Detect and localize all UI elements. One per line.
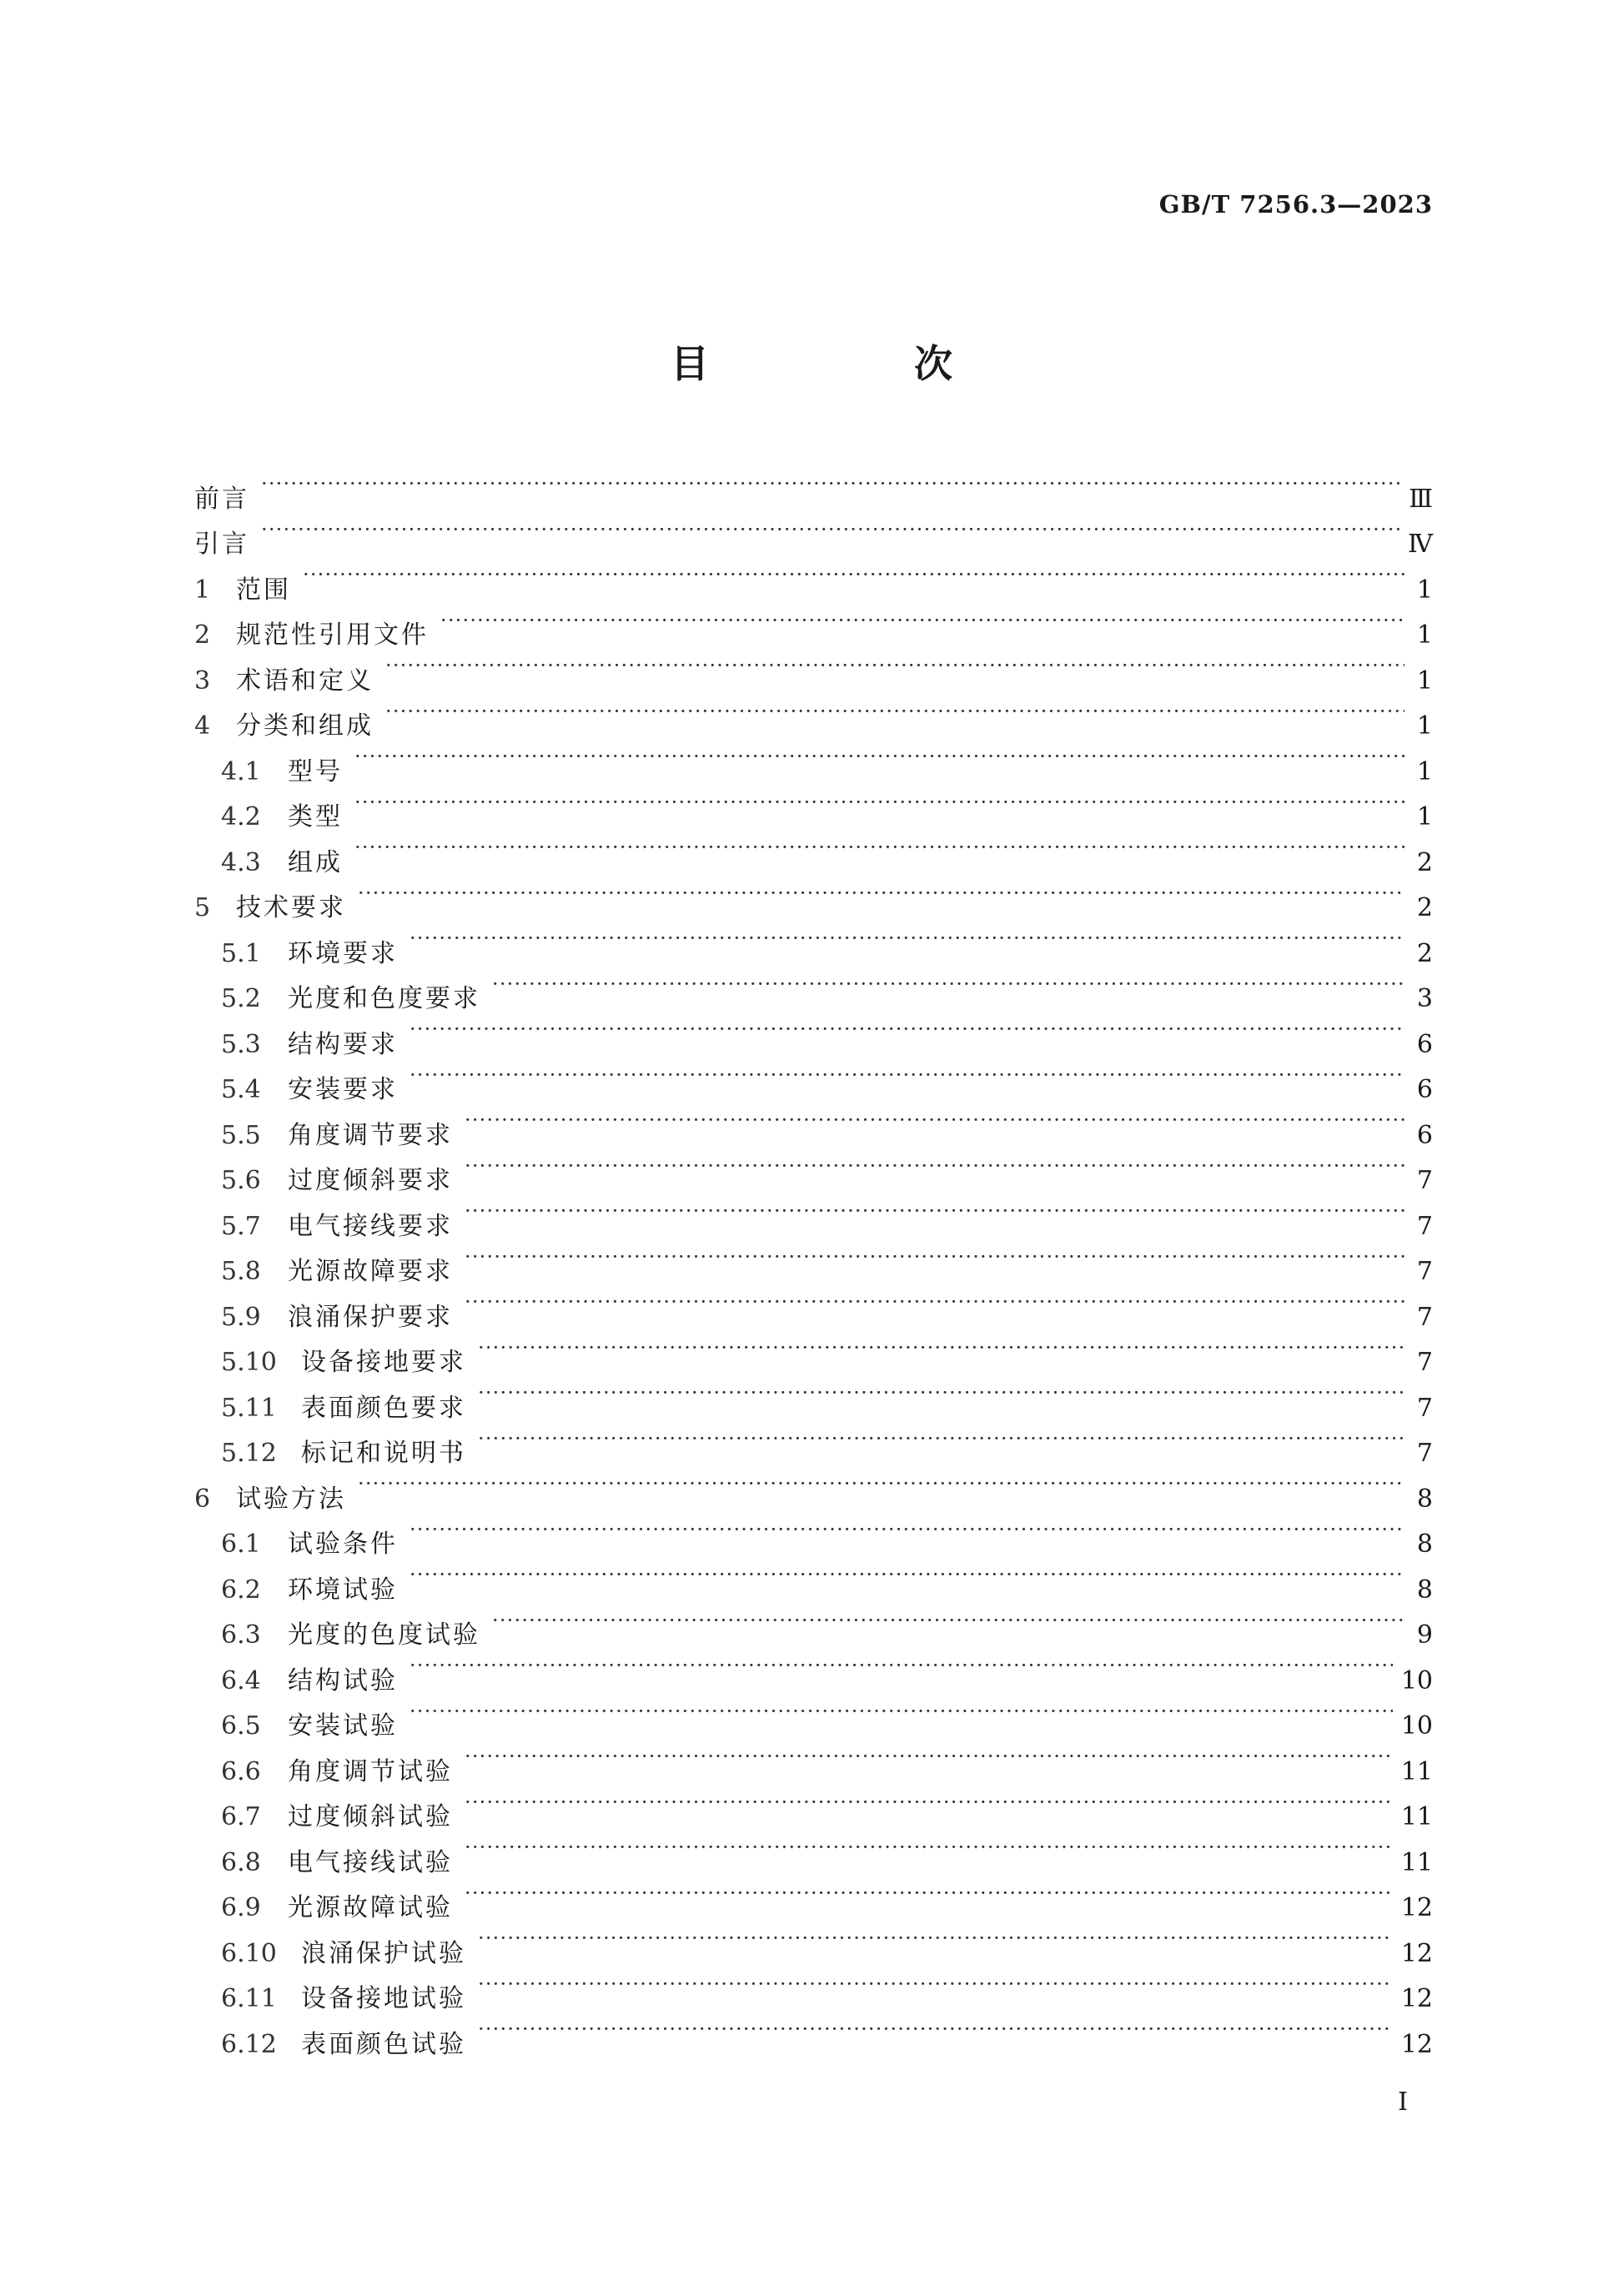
- toc-entry-number: 6.8: [221, 1847, 261, 1877]
- toc-entry-title: 表面颜色试验: [301, 2029, 466, 2059]
- toc-entry-title: 结构试验: [288, 1665, 398, 1696]
- dot-leader: [478, 1416, 1404, 1462]
- toc-entry-title: 过度倾斜要求: [288, 1166, 453, 1195]
- toc-entry-number: 5.4: [221, 1075, 261, 1104]
- toc-entry-title: 浪涌保护要求: [288, 1302, 453, 1332]
- toc-entry-title: 安装要求: [288, 1075, 398, 1104]
- toc-entry-title: 试验条件: [288, 1530, 398, 1559]
- toc-entry-page: 7: [1416, 1166, 1433, 1195]
- toc-entry-page: 1: [1416, 711, 1433, 741]
- dot-leader: [410, 1643, 1393, 1689]
- toc-entry-title: 前言: [194, 484, 249, 514]
- dot-leader: [358, 1461, 1404, 1507]
- toc-entry-page: 12: [1400, 1893, 1433, 1922]
- dot-leader: [478, 2007, 1393, 2052]
- toc-entry[interactable]: [194, 916, 1433, 968]
- dot-leader: [465, 1871, 1393, 1917]
- toc-entry-title: 光度的色度试验: [288, 1620, 480, 1650]
- toc-entry-page: 7: [1416, 1257, 1433, 1286]
- toc-entry-page: 3: [1416, 984, 1433, 1013]
- toc-entry-title: 角度调节试验: [288, 1756, 453, 1786]
- toc-entry-page: 1: [1416, 575, 1433, 605]
- toc-entry-title: 过度倾斜试验: [288, 1802, 453, 1831]
- toc-entry-number: 5.9: [221, 1302, 261, 1332]
- dot-leader: [478, 1370, 1404, 1416]
- dot-leader: [410, 1007, 1404, 1053]
- toc-entry[interactable]: [194, 507, 1433, 559]
- table-of-contents: [194, 461, 1433, 2059]
- toc-entry-page: 8: [1416, 1575, 1433, 1605]
- toc-entry-page: 1: [1416, 756, 1433, 786]
- toc-entry-number: 6.9: [221, 1893, 261, 1922]
- toc-entry-page: 6: [1416, 1029, 1433, 1059]
- page-number: I: [1398, 2088, 1408, 2117]
- toc-entry-number: 5.11: [221, 1393, 277, 1423]
- toc-entry-number: 4.1: [221, 756, 261, 786]
- dot-leader: [261, 461, 1400, 507]
- dot-leader: [465, 1734, 1393, 1780]
- toc-entry-number: 5.5: [221, 1120, 261, 1150]
- toc-entry-title: 标记和说明书: [301, 1439, 466, 1468]
- toc-entry-title: 术语和定义: [236, 666, 374, 696]
- dot-leader: [478, 1916, 1393, 1962]
- toc-entry-number: 5.10: [221, 1348, 277, 1377]
- toc-entry-page: 6: [1416, 1075, 1433, 1104]
- toc-entry[interactable]: [194, 780, 1433, 831]
- toc-entry-title: 表面颜色要求: [301, 1393, 466, 1423]
- toc-entry-page: 10: [1400, 1665, 1433, 1696]
- toc-entry-number: 6.6: [221, 1756, 261, 1786]
- toc-entry-page: 2: [1416, 893, 1433, 922]
- dot-leader: [303, 552, 1404, 598]
- toc-entry-page: 12: [1400, 2029, 1433, 2059]
- toc-entry-number: 6.11: [221, 1984, 277, 2013]
- toc-entry-number: 6.3: [221, 1620, 261, 1650]
- dot-leader: [465, 1143, 1404, 1189]
- toc-entry-page: 1: [1416, 666, 1433, 696]
- toc-entry-page: 1: [1416, 620, 1433, 650]
- toc-entry-page: 8: [1416, 1530, 1433, 1559]
- toc-entry-number: 5.3: [221, 1029, 261, 1059]
- toc-entry[interactable]: [194, 1507, 1433, 1559]
- toc-entry-number: 5.6: [221, 1166, 261, 1195]
- toc-entry-title: 范围: [236, 575, 291, 605]
- toc-entry[interactable]: [194, 1461, 1433, 1514]
- dot-leader: [478, 1325, 1404, 1371]
- toc-entry[interactable]: [194, 552, 1433, 605]
- dot-leader: [410, 1507, 1404, 1553]
- toc-entry-number: 5.8: [221, 1257, 261, 1286]
- toc-entry-number: 6.10: [221, 1938, 277, 1968]
- toc-entry-page: 10: [1400, 1711, 1433, 1741]
- toc-entry[interactable]: [194, 825, 1433, 877]
- toc-entry-page: 7: [1416, 1211, 1433, 1241]
- dot-leader: [492, 962, 1404, 1007]
- toc-entry-title: 技术要求: [236, 893, 346, 922]
- toc-entry-title: 试验方法: [236, 1484, 346, 1514]
- toc-entry-title: 角度调节要求: [288, 1120, 453, 1150]
- toc-entry-title: 安装试验: [288, 1711, 398, 1741]
- dot-leader: [465, 1098, 1404, 1143]
- toc-entry-number: 1: [194, 575, 211, 605]
- dot-leader: [410, 1552, 1404, 1598]
- toc-entry-number: 6.12: [221, 2029, 277, 2059]
- toc-entry-page: 7: [1416, 1439, 1433, 1468]
- toc-entry[interactable]: [194, 461, 1433, 514]
- toc-entry-number: 5.2: [221, 984, 261, 1013]
- toc-entry[interactable]: [194, 871, 1433, 922]
- toc-entry-page: 12: [1400, 1984, 1433, 2013]
- toc-entry-title: 电气接线要求: [288, 1211, 453, 1241]
- toc-entry-number: 5.7: [221, 1211, 261, 1241]
- toc-entry[interactable]: [194, 734, 1433, 786]
- toc-entry-number: 2: [194, 620, 211, 650]
- toc-entry-title: 型号: [288, 756, 343, 786]
- toc-entry-number: 5.1: [221, 938, 261, 968]
- dot-leader: [465, 1780, 1393, 1826]
- toc-entry-page: 9: [1416, 1620, 1433, 1650]
- toc-entry-page: 12: [1400, 1938, 1433, 1968]
- toc-entry-page: Ⅳ: [1408, 530, 1433, 559]
- toc-entry-title: 光源故障试验: [288, 1893, 453, 1922]
- dot-leader: [465, 1825, 1393, 1871]
- dot-leader: [385, 643, 1404, 689]
- toc-entry-number: 6.5: [221, 1711, 261, 1741]
- dot-leader: [440, 598, 1404, 644]
- toc-title: 目 次: [671, 341, 1036, 386]
- dot-leader: [354, 780, 1404, 826]
- toc-entry-page: Ⅲ: [1409, 484, 1433, 514]
- toc-entry-page: 2: [1416, 938, 1433, 968]
- dot-leader: [354, 825, 1404, 871]
- toc-entry-page: 1: [1416, 802, 1433, 831]
- toc-entry-title: 分类和组成: [236, 711, 374, 741]
- dot-leader: [465, 1188, 1404, 1234]
- toc-entry-title: 规范性引用文件: [236, 620, 429, 650]
- toc-entry[interactable]: [194, 598, 1433, 650]
- toc-entry-title: 环境要求: [288, 938, 398, 968]
- toc-entry-title: 浪涌保护试验: [301, 1938, 466, 1968]
- dot-leader: [385, 689, 1404, 735]
- toc-entry-title: 环境试验: [288, 1575, 398, 1605]
- toc-entry-number: 3: [194, 666, 211, 696]
- toc-entry-page: 7: [1416, 1393, 1433, 1423]
- toc-entry-title: 引言: [194, 530, 249, 559]
- dot-leader: [492, 1598, 1404, 1644]
- toc-entry-page: 11: [1400, 1847, 1433, 1877]
- dot-leader: [410, 1053, 1404, 1098]
- dot-leader: [410, 1689, 1393, 1735]
- toc-entry-number: 4: [194, 711, 211, 741]
- dot-leader: [410, 916, 1404, 962]
- toc-entry-title: 光源故障要求: [288, 1257, 453, 1286]
- toc-entry-number: 5.12: [221, 1439, 277, 1468]
- toc-entry-page: 6: [1416, 1120, 1433, 1150]
- toc-entry-title: 设备接地要求: [301, 1348, 466, 1377]
- toc-entry-title: 光度和色度要求: [288, 984, 480, 1013]
- dot-leader: [465, 1234, 1404, 1280]
- dot-leader: [465, 1279, 1404, 1325]
- toc-entry-page: 11: [1400, 1756, 1433, 1786]
- toc-entry-page: 11: [1400, 1802, 1433, 1831]
- dot-leader: [478, 1962, 1393, 2007]
- toc-entry-page: 2: [1416, 847, 1433, 877]
- dot-leader: [261, 507, 1399, 553]
- toc-entry-number: 4.2: [221, 802, 261, 831]
- dot-leader: [358, 871, 1404, 917]
- toc-entry-title: 电气接线试验: [288, 1847, 453, 1877]
- toc-entry-number: 6.4: [221, 1665, 261, 1696]
- toc-entry-page: 8: [1416, 1484, 1433, 1514]
- toc-entry-title: 类型: [288, 802, 343, 831]
- toc-entry-title: 组成: [288, 847, 343, 877]
- dot-leader: [354, 734, 1404, 780]
- toc-entry-title: 结构要求: [288, 1029, 398, 1059]
- toc-entry-page: 7: [1416, 1348, 1433, 1377]
- toc-entry-number: 6.1: [221, 1530, 261, 1559]
- toc-entry-number: 6.7: [221, 1802, 261, 1831]
- toc-entry-number: 4.3: [221, 847, 261, 877]
- toc-entry-page: 7: [1416, 1302, 1433, 1332]
- toc-entry-title: 设备接地试验: [301, 1984, 466, 2013]
- standard-code: GB/T 7256.3—2023: [1158, 190, 1433, 219]
- toc-entry-number: 5: [194, 893, 211, 922]
- toc-entry-number: 6: [194, 1484, 211, 1514]
- toc-entry-number: 6.2: [221, 1575, 261, 1605]
